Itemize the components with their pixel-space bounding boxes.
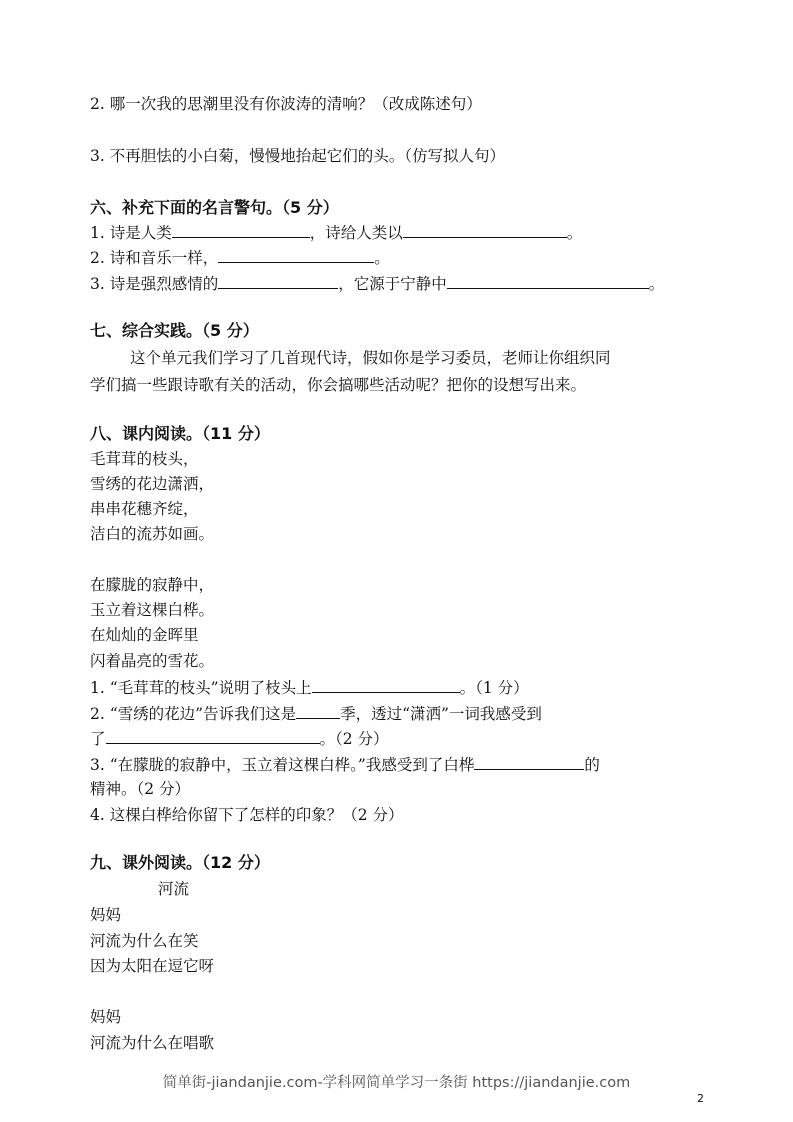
q8-item-3 bbox=[90, 753, 600, 776]
q6-item-3-blank-1[interactable] bbox=[218, 272, 338, 289]
page-number: 2 bbox=[697, 1092, 704, 1105]
q8-item-1-blank[interactable] bbox=[312, 676, 460, 693]
q6-item-3-text-b: ，它源于宁静中 bbox=[338, 275, 447, 293]
section-7-heading: 七、综合实践。（5 分） bbox=[90, 321, 259, 340]
q6-item-2-blank[interactable] bbox=[218, 246, 374, 263]
q6-item-3 bbox=[90, 272, 664, 295]
q8-poem-line: 闪着晶亮的雪花。 bbox=[90, 652, 215, 670]
q8-poem-line: 毛茸茸的枝头， bbox=[90, 450, 199, 468]
q6-item-1-blank-2[interactable] bbox=[403, 221, 567, 238]
q8-poem-line: 洁白的流苏如画。 bbox=[90, 525, 215, 543]
q9-poem-title: 河流 bbox=[158, 880, 190, 898]
q5-item-3: 3. 不再胆怯的小白菊，慢慢地抬起它们的头。（仿写拟人句） bbox=[90, 147, 505, 165]
q8-item-1-text-b: 。（1 分） bbox=[459, 679, 529, 697]
q8-item-2-text-a: 2. “雪绣的花边”告诉我们这是 bbox=[90, 705, 297, 723]
section-6-heading: 六、补充下面的名言警句。（5 分） bbox=[90, 198, 339, 217]
q7-paragraph-line-2: 学们搞一些跟诗歌有关的活动，你会搞哪些活动呢？把你的设想写出来。 bbox=[90, 376, 587, 394]
q8-poem-line: 玉立着这棵白桦。 bbox=[90, 601, 215, 619]
q8-poem-line: 雪绣的花边潇洒， bbox=[90, 475, 215, 493]
q6-item-3-text-a: 3. 诗是强烈感情的 bbox=[90, 275, 219, 293]
q6-item-2-text-a: 2. 诗和音乐一样， bbox=[90, 249, 219, 267]
q6-item-1-text-b: ，诗给人类以 bbox=[309, 224, 403, 242]
q6-item-3-blank-2[interactable] bbox=[447, 272, 649, 289]
q6-item-3-text-c: 。 bbox=[648, 275, 665, 293]
q7-paragraph-line-1: 这个单元我们学习了几首现代诗，假如你是学习委员，老师让你组织同 bbox=[130, 349, 611, 367]
q8-item-3-blank[interactable] bbox=[474, 753, 584, 770]
q6-item-2-text-b: 。 bbox=[374, 249, 390, 267]
q8-item-2-blank-1[interactable] bbox=[296, 702, 340, 719]
section-8-heading: 八、课内阅读。（11 分） bbox=[90, 424, 270, 443]
q6-item-2 bbox=[90, 246, 390, 269]
q6-item-1-text-c: 。 bbox=[566, 224, 583, 242]
q8-item-1-text-a: 1. “毛茸茸的枝头”说明了枝头上 bbox=[90, 679, 312, 697]
q8-poem-line: 串串花穗齐绽， bbox=[90, 500, 199, 518]
q9-poem-line: 河流为什么在笑 bbox=[90, 932, 199, 950]
q8-item-2-cont bbox=[90, 727, 389, 750]
q9-poem-line: 妈妈 bbox=[90, 906, 122, 924]
q8-poem-line: 在朦胧的寂静中， bbox=[90, 576, 215, 594]
q8-item-2-text-c: 了 bbox=[90, 730, 106, 748]
q6-item-1 bbox=[90, 221, 582, 244]
q9-poem-line: 河流为什么在唱歌 bbox=[90, 1034, 215, 1052]
q8-item-1 bbox=[90, 676, 529, 699]
q9-poem-line: 妈妈 bbox=[90, 1008, 122, 1026]
q8-item-2-text-d: 。（2 分） bbox=[319, 730, 389, 748]
q8-item-4: 4. 这棵白桦给你留下了怎样的印象？（2 分） bbox=[90, 806, 404, 824]
q8-item-3-text-b: 的 bbox=[584, 756, 600, 774]
q8-item-3-cont: 精神。（2 分） bbox=[90, 780, 191, 798]
footer-watermark: 简单街-jiandanjie.com-学科网简单学习一条街 https://jiandanjie.com bbox=[162, 1075, 631, 1091]
q9-poem-line: 因为太阳在逗它呀 bbox=[90, 957, 215, 975]
q5-item-2: 2. 哪一次我的思潮里没有你波涛的清响？（改成陈述句） bbox=[90, 95, 482, 113]
q8-item-2 bbox=[90, 702, 542, 725]
q8-item-2-blank-2[interactable] bbox=[106, 727, 320, 744]
q6-item-1-blank-1[interactable] bbox=[172, 221, 310, 238]
q6-item-1-text-a: 1. 诗是人类 bbox=[90, 224, 172, 242]
q8-item-2-text-b: 季，透过“潇洒”一词我感受到 bbox=[340, 705, 542, 723]
q8-poem-line: 在灿灿的金晖里 bbox=[90, 626, 199, 644]
section-9-heading: 九、课外阅读。（12 分） bbox=[90, 853, 270, 872]
q8-item-3-text-a: 3. “在朦胧的寂静中，玉立着这棵白桦。”我感受到了白桦 bbox=[90, 756, 475, 774]
